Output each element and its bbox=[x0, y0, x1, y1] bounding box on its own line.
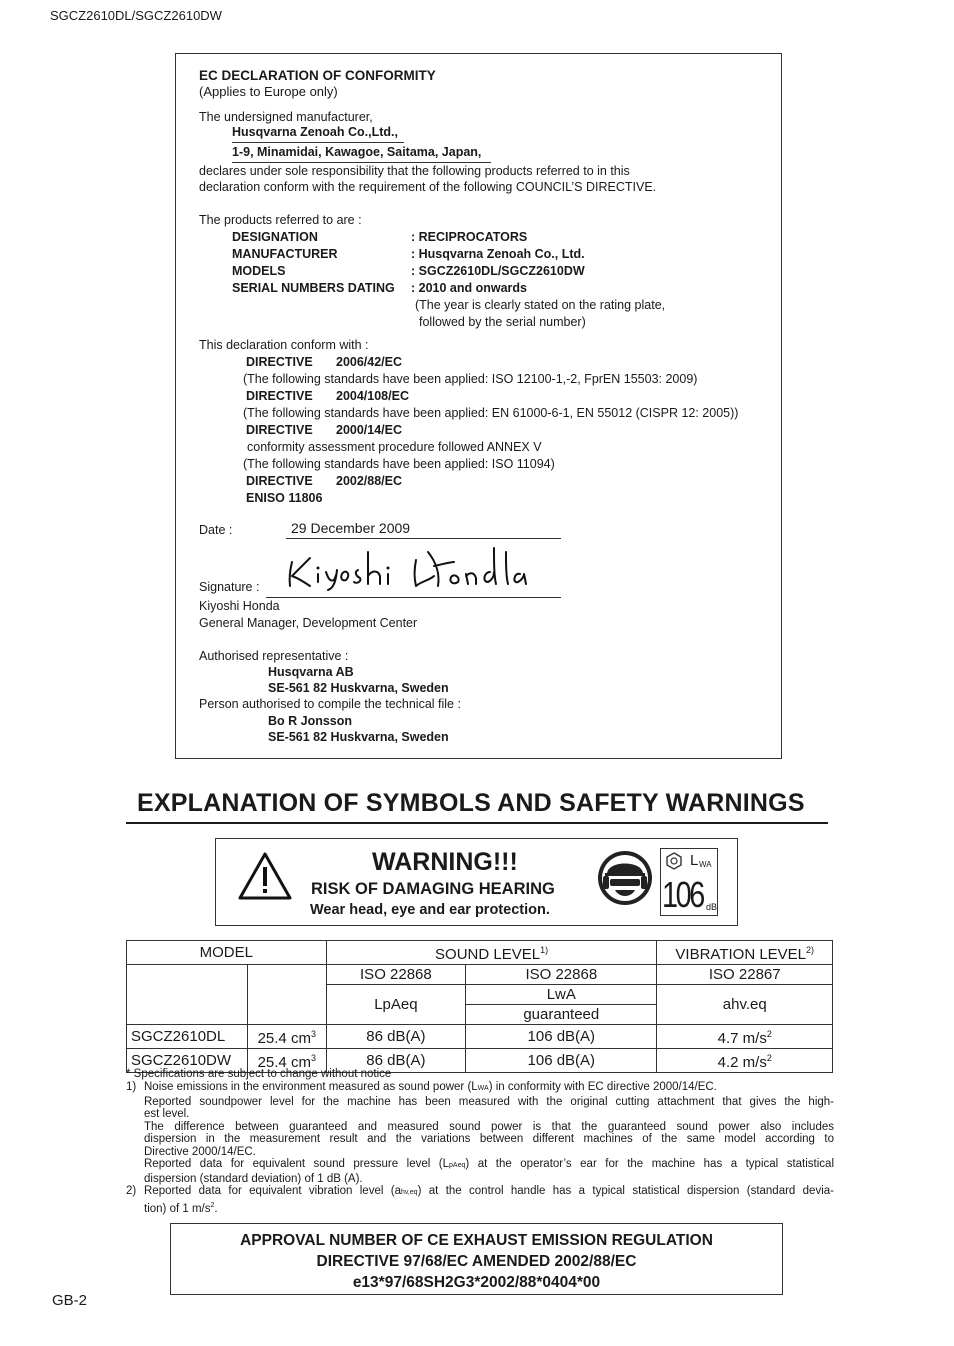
note-number: 2) bbox=[126, 1185, 137, 1197]
note-1: Noise emissions in the environment measured as sound power (LWA) in conformity with EC directive 2000/14/EC. Reported soundpower level for the machine has been measured with the original cutting attachment that gives the high- est level. The difference between guaranteed and measured sound power is that the guaranteed sound power also includes dispersion in the measurement result and the variations between different machines of the same model according to Directive 2000/14/EC. Reported data for equivalent sound pressure level (LpAeq) at the operator’s ear for the machine has a typical statistical dispersion (standard deviation) of 1 dB (A). bbox=[144, 1081, 834, 1185]
specification-table bbox=[126, 940, 833, 1073]
blank-cell bbox=[247, 965, 326, 1025]
directive-note: (The following standards have been applied: ISO 11094) bbox=[243, 457, 555, 471]
model-cell: SGCZ2610DL bbox=[127, 1025, 248, 1049]
blank-cell bbox=[127, 965, 248, 1025]
date-line bbox=[286, 538, 561, 539]
ec-declaration-box bbox=[175, 53, 782, 759]
warning-box bbox=[215, 838, 738, 926]
product-value: : SGCZ2610DL/SGCZ2610DW bbox=[411, 264, 585, 278]
signer-title: General Manager, Development Center bbox=[199, 616, 418, 630]
hexagon-icon bbox=[665, 852, 683, 870]
declaration-title: EC DECLARATION OF CONFORMITY bbox=[199, 68, 436, 83]
section-title: EXPLANATION OF SYMBOLS AND SAFETY WARNINGS bbox=[137, 789, 805, 817]
model-code-header: SGCZ2610DL/SGCZ2610DW bbox=[50, 8, 222, 23]
sound-power-label-icon bbox=[660, 848, 718, 916]
model-cell: SGCZ2610DW bbox=[127, 1049, 248, 1073]
model-header: MODEL bbox=[127, 941, 327, 965]
product-value: : RECIPROCATORS bbox=[411, 230, 528, 244]
declares-line-1: declares under sole responsibility that the following products referred to in this bbox=[199, 164, 630, 178]
manufacturer-address: 1-9, Minamidai, Kawagoe, Saitama, Japan, bbox=[232, 145, 491, 163]
lpaeq-label: LpAeq bbox=[326, 985, 465, 1025]
vibration-level-header: VIBRATION LEVEL$^{2)}$ bbox=[657, 941, 833, 965]
conform-intro: This declaration conform with : bbox=[199, 338, 369, 352]
vibration-cell: 4.7 $m/s^2$ bbox=[657, 1025, 833, 1049]
product-label: MANUFACTURER bbox=[232, 247, 338, 261]
vibration-standard: ISO 22867 bbox=[657, 965, 833, 985]
handwritten-signature bbox=[284, 542, 529, 592]
guaranteed-label: guaranteed bbox=[466, 1005, 657, 1025]
lwa-letter: L bbox=[690, 852, 699, 869]
tech-label: Person authorised to compile the technical file : bbox=[199, 697, 461, 711]
rep-address: SE-561 82 Huskvarna, Sweden bbox=[268, 681, 449, 695]
serial-note-2: followed by the serial number) bbox=[419, 315, 586, 329]
tech-address: SE-561 82 Huskvarna, Sweden bbox=[268, 730, 449, 744]
signer-name: Kiyoshi Honda bbox=[199, 599, 280, 613]
lpa-cell: 86 dB(A) bbox=[326, 1025, 465, 1049]
page-number: GB-2 bbox=[52, 1292, 88, 1309]
warning-line-1: RISK OF DAMAGING HEARING bbox=[311, 880, 555, 898]
lwa-subscript: WA bbox=[699, 860, 712, 869]
approval-box bbox=[170, 1223, 783, 1295]
approval-line-1: APPROVAL NUMBER OF CE EXHAUST EMISSION REGULATION bbox=[240, 1232, 713, 1249]
lwa-standard: ISO 22868 bbox=[466, 965, 657, 985]
directive-note: conformity assessment procedure followed ANNEX V bbox=[247, 440, 542, 454]
lwa-cell: 106 dB(A) bbox=[466, 1025, 657, 1049]
lpa-cell: 86 dB(A) bbox=[326, 1049, 465, 1073]
directive-code: 2000/14/EC bbox=[336, 423, 403, 437]
intro-text: The undersigned manufacturer, bbox=[199, 110, 373, 124]
note-number: 1) bbox=[126, 1081, 137, 1093]
product-label: MODELS bbox=[232, 264, 286, 278]
note-2: Reported data for equivalent vibration level (ahv,eq) at the control handle has a typical statistical dispersion (standard devia- tion) of 1 $m/s^2$. bbox=[144, 1185, 834, 1215]
directive-note: (The following standards have been applied: EN 61000-6-1, EN 55012 (CISPR 12: 2005)) bbox=[243, 406, 739, 420]
signature-line bbox=[266, 597, 561, 598]
manufacturer-name: Husqvarna Zenoah Co.,Ltd., bbox=[232, 125, 404, 143]
warning-heading: WARNING!!! bbox=[372, 848, 518, 876]
displacement-cell: 25.4 $cm^3$ bbox=[247, 1049, 326, 1073]
sound-level-header: SOUND LEVEL$^{1)}$ bbox=[326, 941, 657, 965]
products-intro: The products referred to are : bbox=[199, 213, 362, 227]
displacement-cell: 25.4 $cm^3$ bbox=[247, 1025, 326, 1049]
date-label: Date : bbox=[199, 523, 233, 537]
product-label: DESIGNATION bbox=[232, 230, 318, 244]
rep-label: Authorised representative : bbox=[199, 649, 349, 663]
product-label: SERIAL NUMBERS DATING bbox=[232, 281, 395, 295]
product-value: : Husqvarna Zenoah Co., Ltd. bbox=[411, 247, 585, 261]
directive-code: 2006/42/EC bbox=[336, 355, 403, 369]
tech-name: Bo R Jonsson bbox=[268, 714, 353, 728]
vibration-cell: 4.2 $m/s^2$ bbox=[657, 1049, 833, 1073]
directive-word: DIRECTIVE bbox=[246, 355, 313, 369]
lwa-label: LwA bbox=[466, 985, 657, 1005]
lwa-cell: 106 dB(A) bbox=[466, 1049, 657, 1073]
sound-level-unit: dB bbox=[706, 902, 718, 912]
eniso-standard: ENISO 11806 bbox=[246, 491, 323, 505]
directive-word: DIRECTIVE bbox=[246, 474, 313, 488]
approval-line-3: e13*97/68SH2G3*2002/88*0404*00 bbox=[352, 1274, 601, 1291]
directive-word: DIRECTIVE bbox=[246, 423, 313, 437]
spec-change-note: * Specifications are subject to change without notice bbox=[126, 1068, 392, 1080]
directive-word: DIRECTIVE bbox=[246, 389, 313, 403]
rep-name: Husqvarna AB bbox=[268, 665, 354, 679]
directive-code: 2002/88/EC bbox=[336, 474, 403, 488]
protective-gear-icon bbox=[597, 850, 653, 906]
date-value: 29 December 2009 bbox=[291, 520, 411, 536]
signature-label: Signature : bbox=[199, 580, 260, 594]
approval-line-2: DIRECTIVE 97/68/EC AMENDED 2002/88/EC bbox=[316, 1253, 637, 1270]
title-underline bbox=[126, 822, 828, 824]
warning-triangle-icon bbox=[237, 851, 293, 901]
declares-line-2: declaration conform with the requirement of the following COUNCIL’S DIRECTIVE. bbox=[199, 180, 657, 194]
ahveq-label: ahv.eq bbox=[657, 985, 833, 1025]
directive-note: (The following standards have been applied: ISO 12100-1,-2, FprEN 15503: 2009) bbox=[243, 372, 698, 386]
lpa-standard: ISO 22868 bbox=[326, 965, 465, 985]
sound-level-value: 106 bbox=[662, 874, 703, 915]
declaration-subtitle: (Applies to Europe only) bbox=[199, 84, 338, 99]
serial-note-1: (The year is clearly stated on the rating plate, bbox=[415, 298, 666, 312]
directive-code: 2004/108/EC bbox=[336, 389, 409, 403]
warning-line-2: Wear head, eye and ear protection. bbox=[310, 902, 550, 918]
table-row bbox=[127, 1025, 833, 1049]
product-value: : 2010 and onwards bbox=[411, 281, 528, 295]
